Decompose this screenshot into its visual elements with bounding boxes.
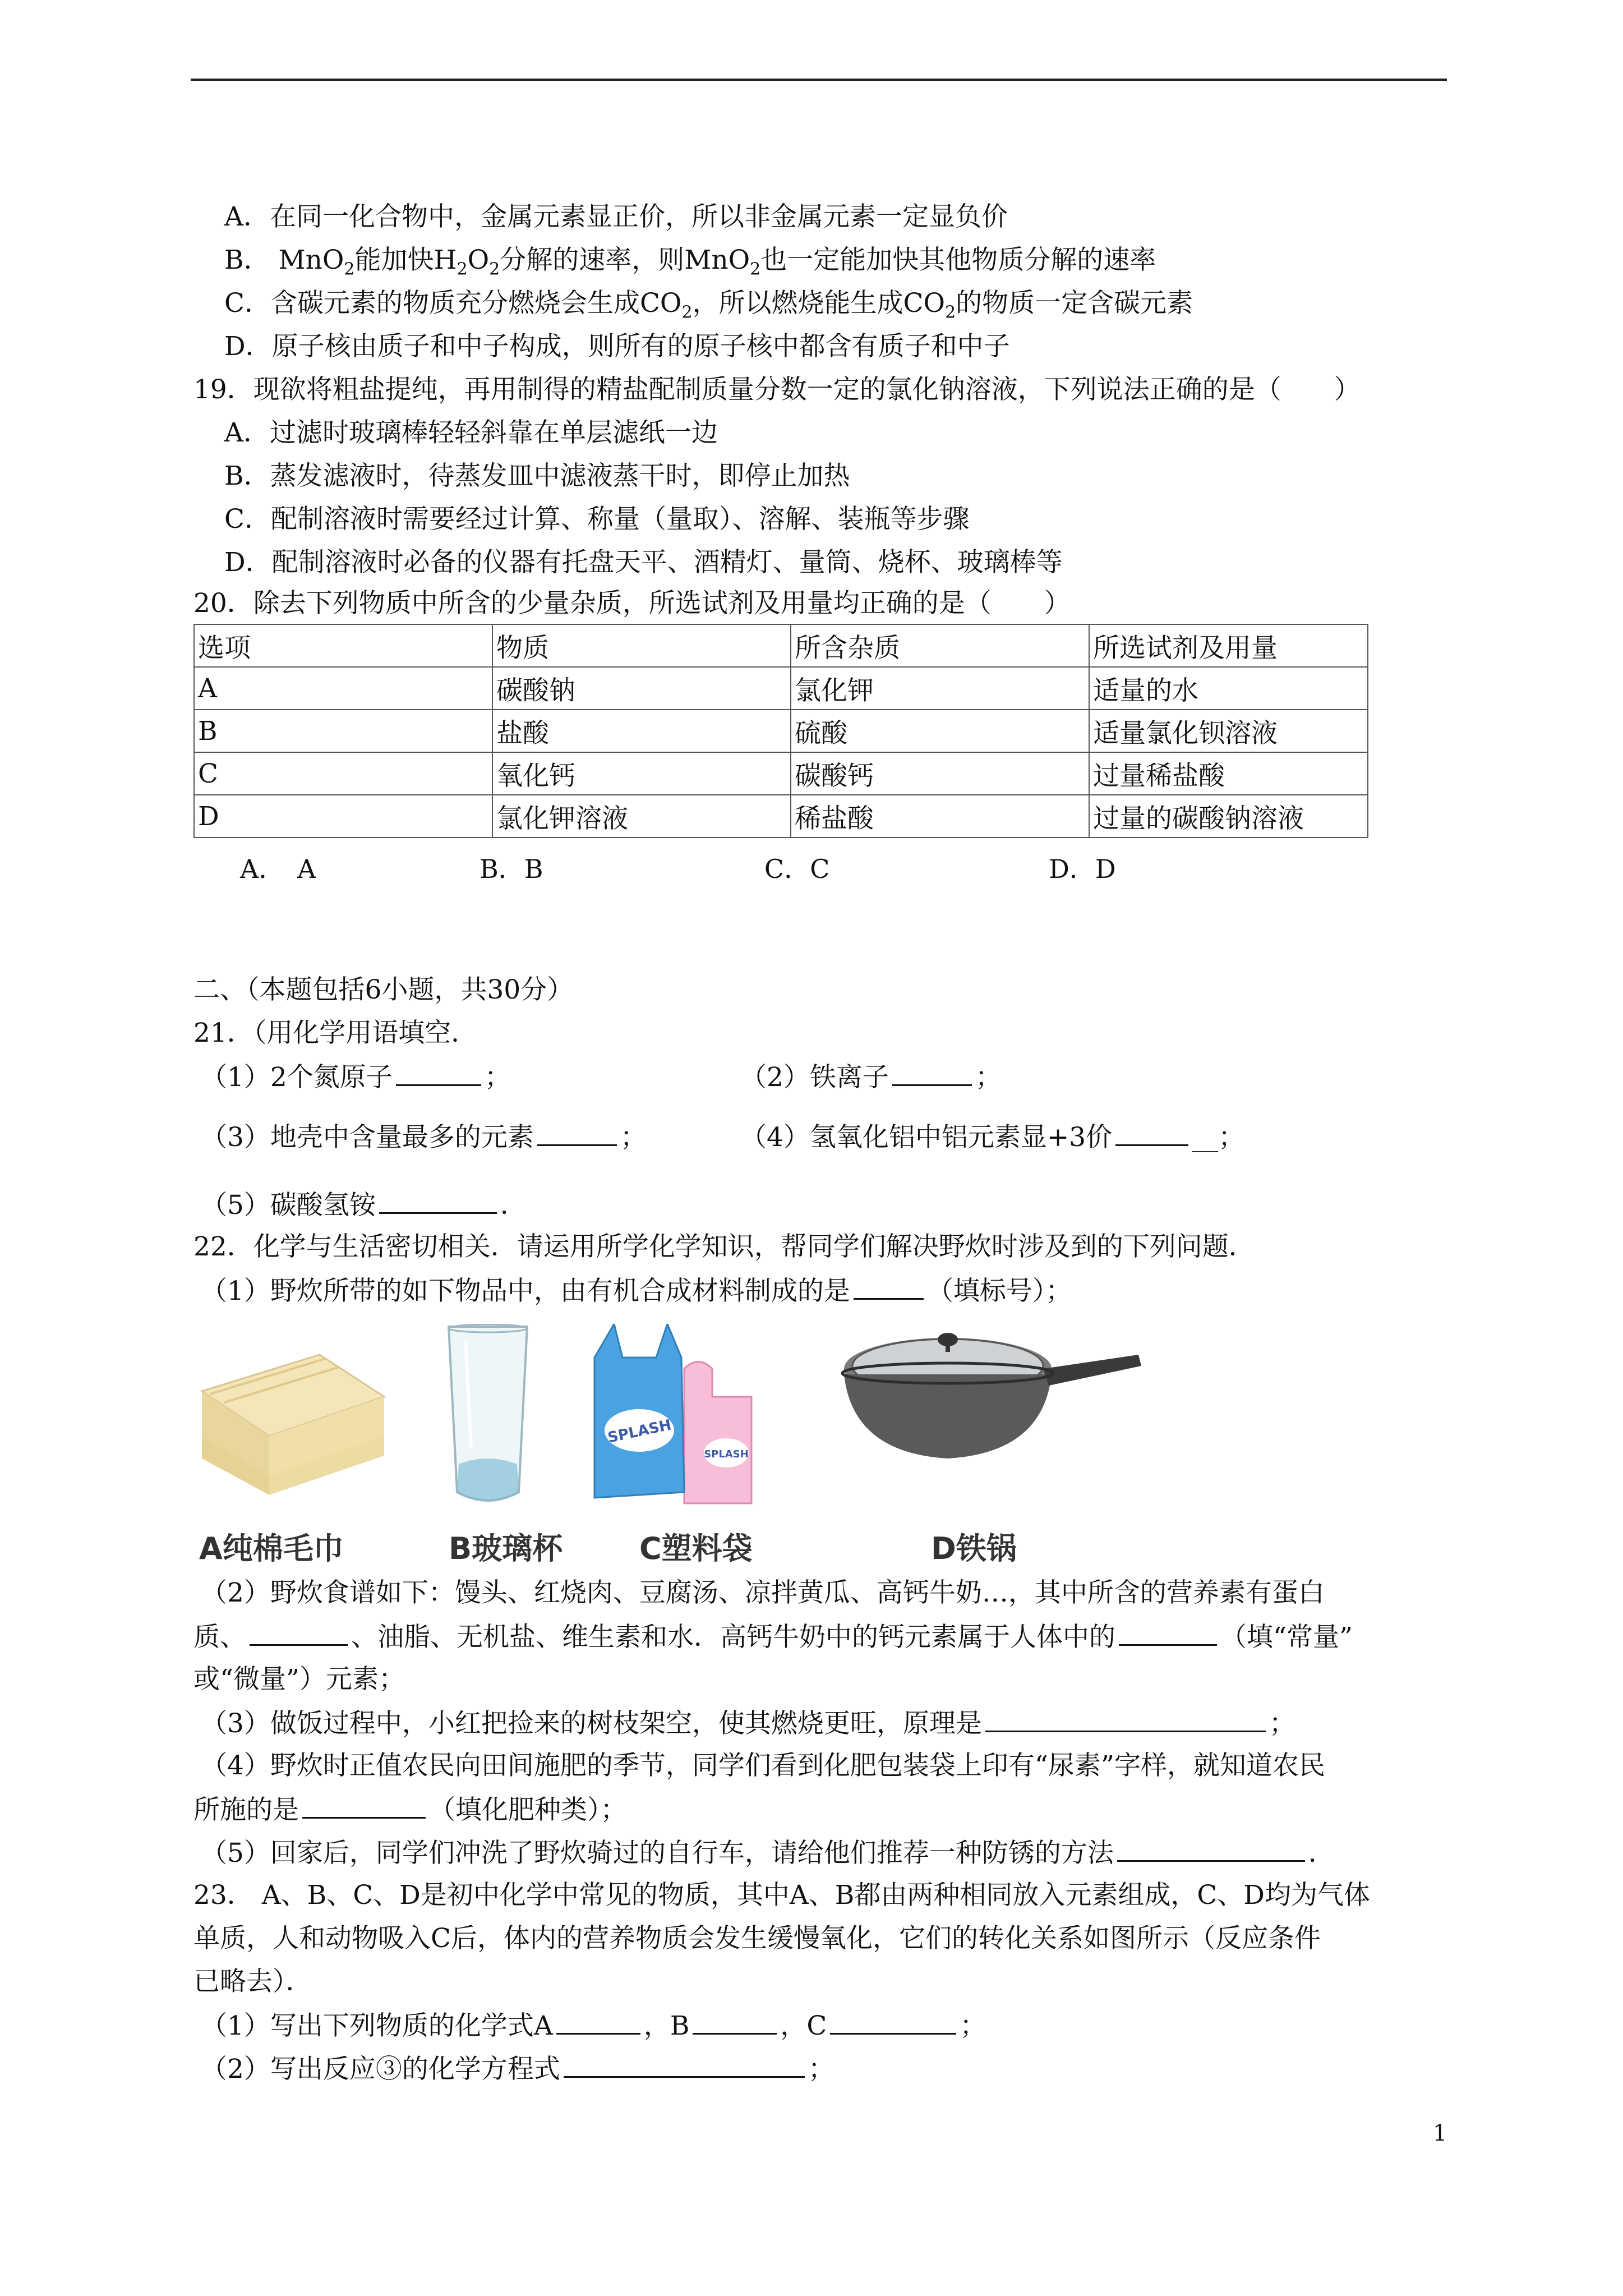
q22-part3: （3）做饭过程中，小红把捡来的树枝架空，使其燃烧更旺，原理是 ； xyxy=(201,1706,1295,1741)
image-caption-d: D铁锅 xyxy=(931,1531,1017,1566)
q19-option-a: A．过滤时玻璃棒轻轻斜靠在单层滤纸一边 xyxy=(224,417,718,448)
q22-part4-line2: 所施的是 （填化肥种类）； xyxy=(193,1792,627,1827)
image-caption-b: B玻璃杯 xyxy=(449,1531,563,1566)
table-cell: 氯化钾 xyxy=(791,667,1089,710)
table-cell: 碳酸钙 xyxy=(791,752,1089,795)
table-header-cell: 所含杂质 xyxy=(791,624,1089,667)
table-cell: D xyxy=(194,795,492,838)
q21-part4: （4）氢氧化铝中铝元素显+3价 __； xyxy=(740,1120,1244,1154)
q20-stem: 20．除去下列物质中所含的少量杂质，所选试剂及用量均正确的是（ ） xyxy=(193,588,1071,619)
cotton-towel-image xyxy=(191,1324,398,1515)
table-row xyxy=(194,795,1368,838)
table-header-cell: 选项 xyxy=(194,624,492,667)
section-title: 二、（本题包括6小题，共30分） xyxy=(193,974,574,1005)
header-rule xyxy=(191,79,1447,81)
table-cell: 氯化钾溶液 xyxy=(492,795,791,838)
table-cell: 过量稀盐酸 xyxy=(1089,752,1368,795)
q20-option-b: B．B xyxy=(479,854,543,884)
table-cell: 氧化钙 xyxy=(492,752,791,795)
q21-part2: （2）铁离子 ； xyxy=(740,1060,1002,1094)
q23-stem-line2: 单质，人和动物吸入C后，体内的营养物质会发生缓慢氧化，它们的转化关系如图所示（反应条件 xyxy=(193,1923,1321,1954)
q18-option-a: A．在同一化合物中，金属元素显正价，所以非金属元素一定显负价 xyxy=(224,201,1008,232)
q22-part5: （5）回家后，同学们冲洗了野炊骑过的自行车，请给他们推荐一种防锈的方法 ． xyxy=(201,1835,1335,1870)
q22-part2-line3: 或“微量”）元素； xyxy=(193,1664,405,1695)
q19-option-b: B．蒸发滤液时，待蒸发皿中滤液蒸干时，即停止加热 xyxy=(224,461,850,491)
q22-part2-line2: 质、 、油脂、无机盐、维生素和水．高钙牛奶中的钙元素属于人体中的 （填“常量” xyxy=(193,1619,1353,1654)
bag-logo-text: SPLASH xyxy=(606,1416,673,1447)
q23-stem-line3: 已略去）． xyxy=(193,1966,312,1997)
q20-table xyxy=(193,624,1368,838)
q20-option-d: D．D xyxy=(1049,854,1116,884)
q19-option-d: D．配制溶液时必备的仪器有托盘天平、酒精灯、量筒、烧杯、玻璃棒等 xyxy=(224,547,1063,578)
q18-option-d: D．原子核由质子和中子构成，则所有的原子核中都含有质子和中子 xyxy=(224,331,1010,362)
q18-option-b: B． MnO$_2$能加快$H_2O_2$分解的速率，则MnO$_2$也一定能加快其他物质分解的速率 xyxy=(224,245,1156,279)
table-row xyxy=(194,752,1368,795)
q22-part1: （1）野炊所带的如下物品中，由有机合成材料制成的是 （填标号）； xyxy=(201,1273,1072,1308)
q19-option-c: C．配制溶液时需要经过计算、称量（量取）、溶解、装瓶等步骤 xyxy=(224,504,970,535)
image-caption-c: C塑料袋 xyxy=(639,1531,753,1566)
plastic-bags-image xyxy=(583,1324,808,1515)
table-cell: B xyxy=(194,710,492,752)
table-cell: C xyxy=(194,752,492,795)
q23-stem-line1: 23． A、B、C、D是初中化学中常见的物质，其中A、B都由两种相同放入元素组成，C、D均为气体 xyxy=(193,1880,1370,1911)
table-cell: 适量氯化钡溶液 xyxy=(1089,710,1368,752)
table-cell: 硫酸 xyxy=(791,710,1089,752)
q20-option-a: A． A xyxy=(240,854,316,884)
table-cell: 适量的水 xyxy=(1089,667,1368,710)
image-caption-a: A纯棉毛巾 xyxy=(199,1531,344,1566)
table-cell: A xyxy=(194,667,492,710)
table-cell: 稀盐酸 xyxy=(791,795,1089,838)
table-header-cell: 所选试剂及用量 xyxy=(1089,624,1368,667)
wok-image xyxy=(836,1324,1150,1515)
q23-part1: （1）写出下列物质的化学式A ，B ，C ； xyxy=(201,2008,986,2043)
table-header-row xyxy=(194,624,1368,667)
q22-part4-line1: （4）野炊时正值农民向田间施肥的季节，同学们看到化肥包装袋上印有“尿素”字样，就知道农民 xyxy=(201,1750,1325,1781)
table-cell: 过量的碳酸钠溶液 xyxy=(1089,795,1368,838)
table-cell: 碳酸钠 xyxy=(492,667,791,710)
q21-part5: （5）碳酸氢铵 ． xyxy=(201,1188,527,1222)
q19-stem: 19．现欲将粗盐提纯，再用制得的精盐配制质量分数一定的氯化钠溶液，下列说法正确的是（ ） xyxy=(193,374,1361,405)
q23-part2: （2）写出反应③的化学方程式 ； xyxy=(201,2051,834,2086)
q20-option-c: C．C xyxy=(764,854,830,884)
q18-option-c: C．含碳元素的物质充分燃烧会生成$CO_2$，所以燃烧能生成$CO_2$的物质一定含碳元素 xyxy=(224,288,1193,323)
page-number: 1 xyxy=(1433,2120,1447,2146)
bag-logo-text: SPLASH xyxy=(704,1448,749,1460)
table-row xyxy=(194,667,1368,710)
table-row xyxy=(194,710,1368,752)
q21-stem: 21．（用化学用语填空． xyxy=(193,1018,478,1048)
q22-part2-line1: （2）野炊食谱如下：馒头、红烧肉、豆腐汤、凉拌黄瓜、高钙牛奶…，其中所含的营养素有蛋白 xyxy=(201,1577,1325,1608)
glass-cup-image xyxy=(437,1324,538,1515)
q21-part1: （1）2个氮原子 ； xyxy=(201,1060,511,1094)
table-header-cell: 物质 xyxy=(492,624,791,667)
q21-part3: （3）地壳中含量最多的元素 ； xyxy=(201,1120,647,1154)
q22-stem: 22．化学与生活密切相关．请运用所学化学知识，帮同学们解决野炊时涉及到的下列问题． xyxy=(193,1231,1255,1262)
table-cell: 盐酸 xyxy=(492,710,791,752)
